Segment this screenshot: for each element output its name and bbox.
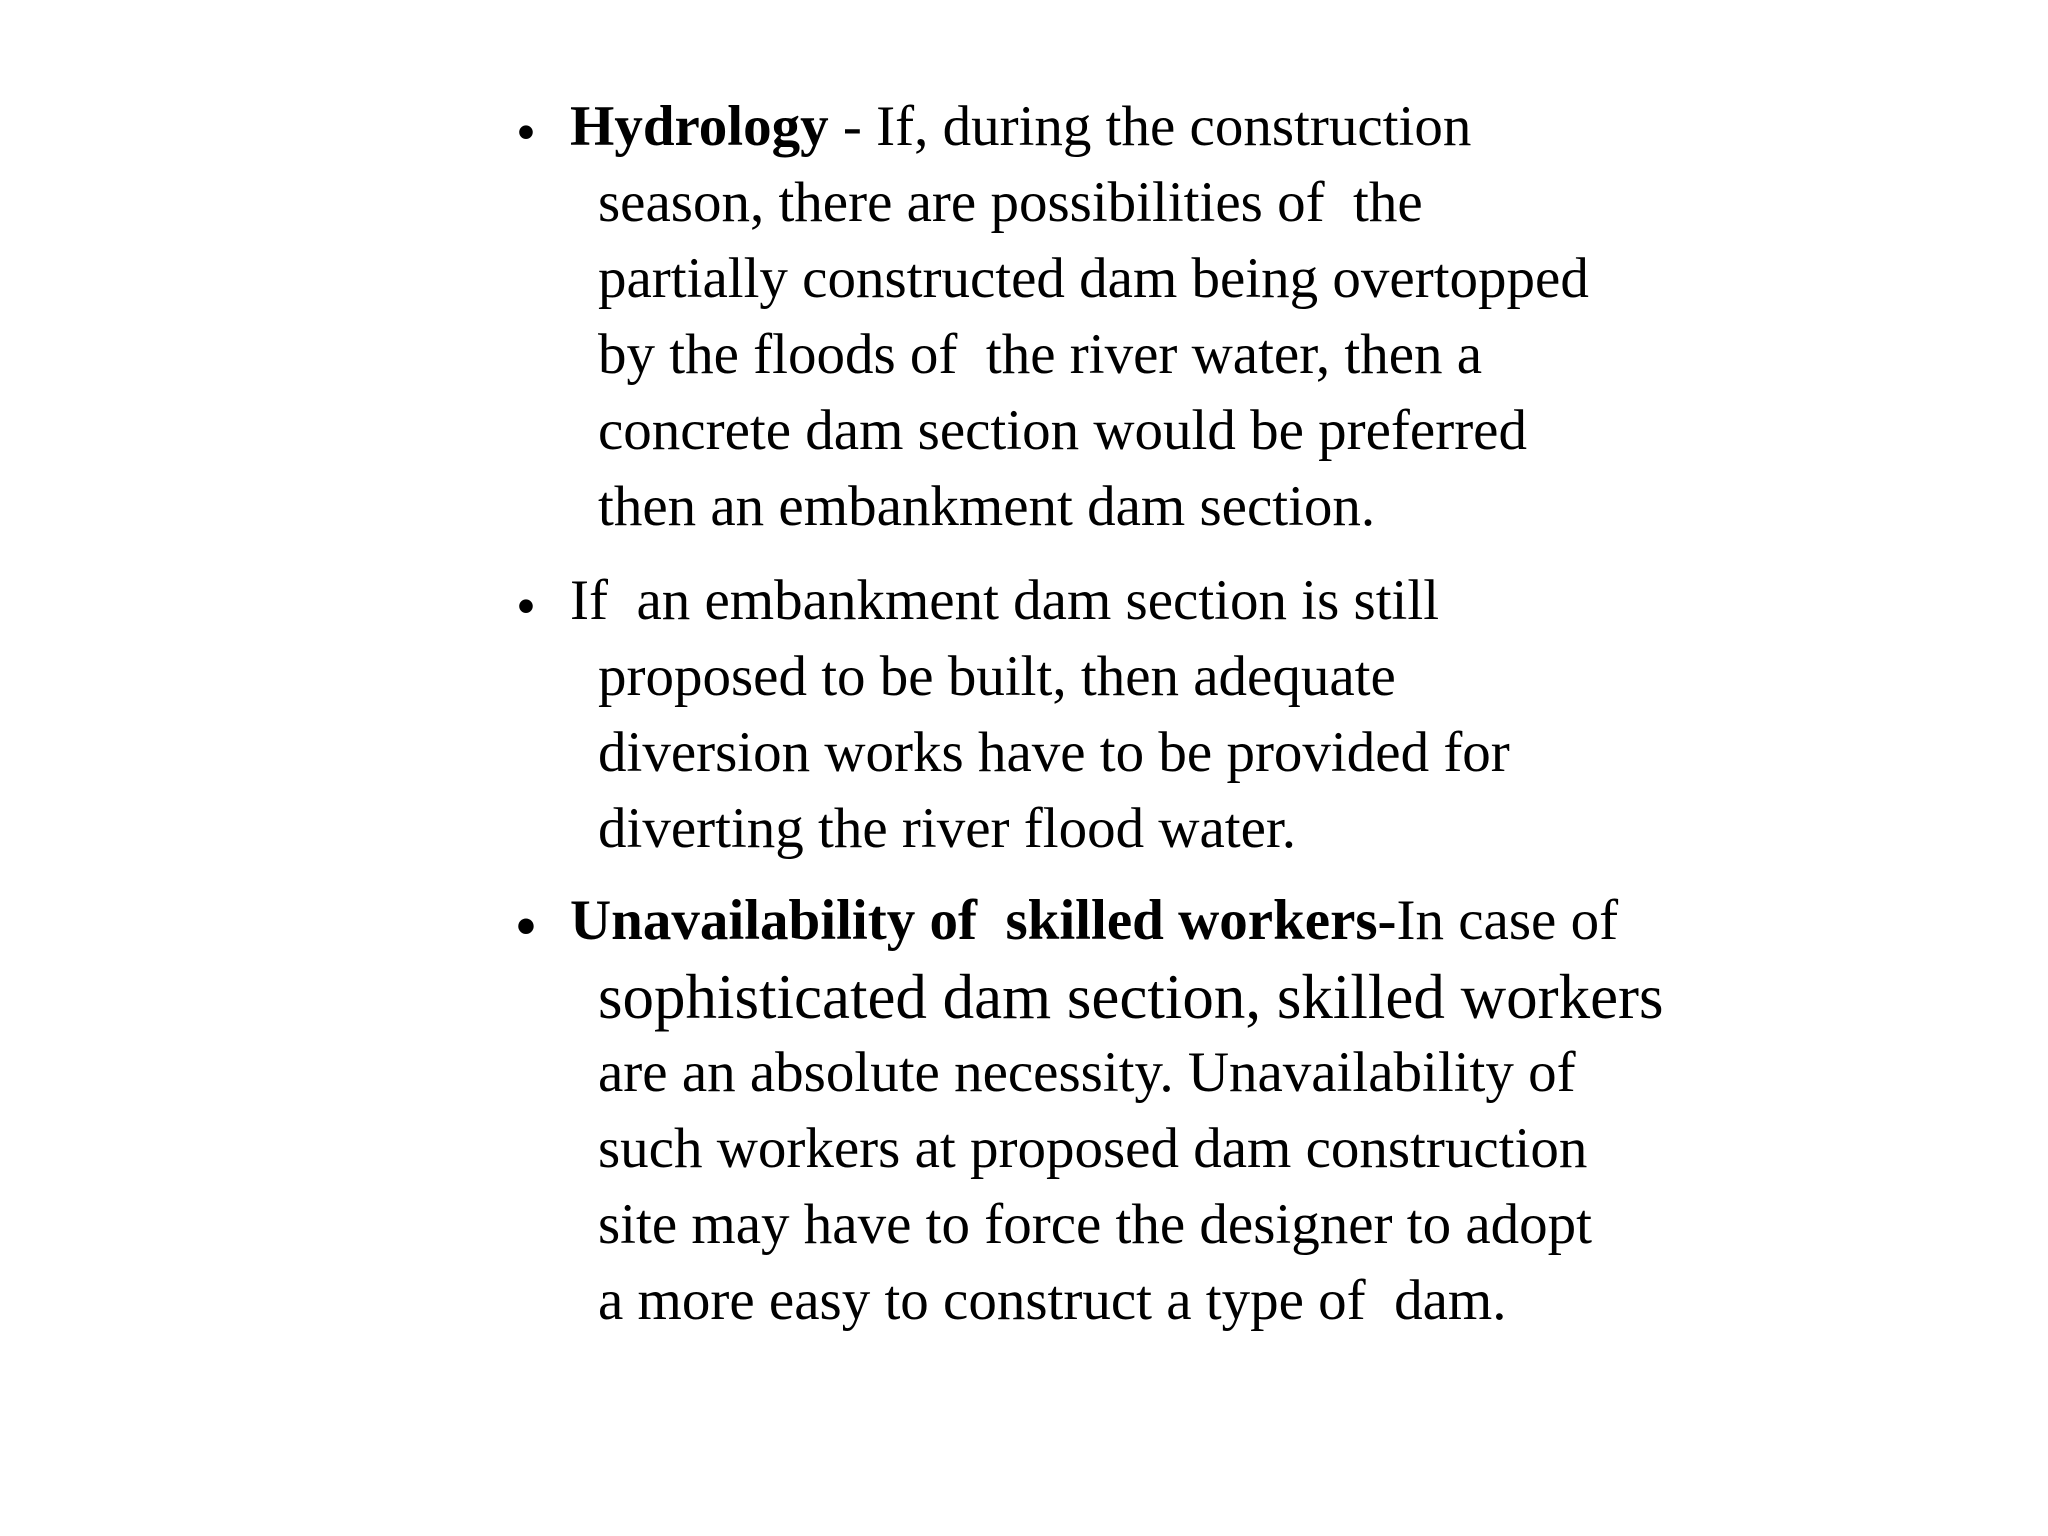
bullet-line bbox=[570, 889, 1619, 952]
bullet-line bbox=[570, 95, 1472, 158]
bullet-line: season, there are possibilities of the bbox=[598, 171, 1423, 234]
bullet-line: partially constructed dam being overtopped bbox=[598, 247, 1589, 310]
bullet-line: concrete dam section would be preferred bbox=[598, 399, 1527, 462]
bullet-marker: • bbox=[516, 575, 536, 638]
bullet-marker: • bbox=[516, 895, 536, 958]
bullet-text: In case of bbox=[1396, 889, 1619, 952]
bullet-line: diverting the river flood water. bbox=[598, 797, 1297, 860]
bullet-line: site may have to force the designer to adopt bbox=[598, 1193, 1592, 1256]
bullet-heading: Hydrology bbox=[570, 95, 829, 158]
bullet-line: a more easy to construct a type of dam. bbox=[598, 1269, 1507, 1332]
bullet-line: are an absolute necessity. Unavailability of bbox=[598, 1041, 1576, 1104]
bullet-line: sophisticated dam section, skilled workers bbox=[598, 962, 1664, 1032]
bullet-line: by the floods of the river water, then a bbox=[598, 323, 1483, 386]
bullet-line: proposed to be built, then adequate bbox=[598, 645, 1396, 708]
bullet-line: then an embankment dam section. bbox=[598, 475, 1376, 538]
bullet-line: such workers at proposed dam construction bbox=[598, 1117, 1588, 1180]
bullet-heading: Unavailability of skilled workers- bbox=[570, 889, 1397, 952]
bullet-line: diversion works have to be provided for bbox=[598, 721, 1510, 784]
bullet-line: If an embankment dam section is still bbox=[570, 569, 1440, 632]
bullet-marker: • bbox=[516, 101, 536, 164]
bullet-text: - If, during the construction bbox=[828, 95, 1472, 158]
